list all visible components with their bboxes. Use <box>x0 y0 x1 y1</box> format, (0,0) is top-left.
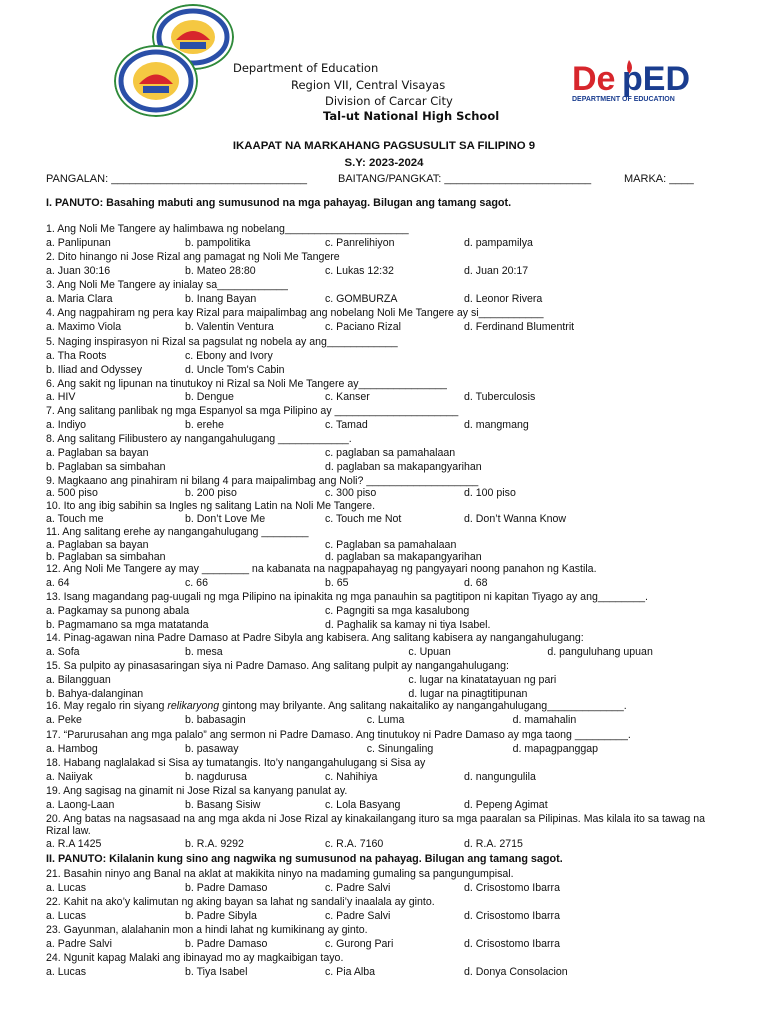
name-field[interactable]: PANGALAN: ________________________________ <box>46 173 307 185</box>
answer-option[interactable]: a. Maria Clara <box>46 293 113 305</box>
answer-option[interactable]: b. Paglaban sa simbahan <box>46 461 166 473</box>
answer-option[interactable]: b. Padre Damaso <box>185 938 268 950</box>
answer-option[interactable]: c. Upuan <box>408 646 451 658</box>
answer-option[interactable]: a. Peke <box>46 714 82 726</box>
answer-option[interactable]: d. paglaban sa makapangyarihan <box>325 461 482 473</box>
question-text: 1. Ang Noli Me Tangere ay halimbawa ng nobelang_____________________ <box>46 223 409 235</box>
answer-option[interactable]: c. Tamad <box>325 419 368 431</box>
answer-option[interactable]: c. paglaban sa pamahalaan <box>325 447 456 459</box>
answer-options-row <box>46 321 726 333</box>
answer-option[interactable]: b. Padre Sibyla <box>185 910 257 922</box>
answer-options-row <box>46 577 726 589</box>
question-text: 12. Ang Noli Me Tangere ay may ________ na kabanata na nagpapahayag ng pangyayari noong panahon ng Kastila. <box>46 563 597 575</box>
answer-options-row <box>46 237 726 249</box>
answer-options-row <box>46 350 726 362</box>
answer-option[interactable]: c. Touch me Not <box>325 513 402 525</box>
answer-option[interactable]: a. Lucas <box>46 882 87 894</box>
answer-option[interactable]: c. 66 <box>185 577 208 589</box>
answer-option[interactable]: d. paglaban sa makapangyarihan <box>325 551 482 563</box>
answer-option[interactable]: d. Leonor Rivera <box>464 293 543 305</box>
answer-option[interactable]: c. Nahihiya <box>325 771 378 783</box>
answer-options-row <box>46 799 726 811</box>
question-text: 8. Ang salitang Filibustero ay nangangahulugang ____________. <box>46 433 352 445</box>
answer-option[interactable]: a. Panlipunan <box>46 237 111 249</box>
question-text: 4. Ang nagpahiram ng pera kay Rizal para maipalimbag ang nobelang Noli Me Tangere ay si___________ <box>46 307 544 319</box>
answer-option[interactable]: d. 100 piso <box>464 487 516 499</box>
question-text: 19. Ang sagisag na ginamit ni Jose Rizal sa kanyang panulat ay. <box>46 785 348 797</box>
answer-options-row <box>46 882 726 894</box>
section-two-instructions: II. PANUTO: Kilalanin kung sino ang nagwika ng sumusunod na pahayag. Bilugan ang tamang sagot. <box>46 853 563 865</box>
answer-option[interactable]: c. Paglaban sa pamahalaan <box>325 539 457 551</box>
answer-option[interactable]: c. Sinungaling <box>366 743 434 755</box>
answer-option[interactable]: b. mesa <box>185 646 223 658</box>
answer-option[interactable]: d. Don’t Wanna Know <box>464 513 567 525</box>
answer-option[interactable]: b. Iliad and Odyssey <box>46 364 142 376</box>
deped-logo-icon <box>570 56 710 106</box>
division-line: Division of Carcar City <box>325 94 453 108</box>
question-text: 17. “Parurusahan ang mga palalo” ang sermon ni Padre Damaso. Ang tinutukoy ni Padre Damaso ay mga taong _________. <box>46 729 631 741</box>
answer-options-row <box>46 447 726 459</box>
department-line: Department of Education <box>233 61 379 75</box>
answer-option[interactable]: d. Donya Consolacion <box>464 966 568 978</box>
answer-option[interactable]: b. Basang Sisiw <box>185 799 261 811</box>
question-text: 13. Isang magandang pag-uugali ng mga Pilipino na ipinakita ng mga panauhin sa pagtitipon ni kapitan Tiyago ay ang________. <box>46 591 648 603</box>
question-text-part: gintong may brilyante. Ang salitang nakaitaliko ay nangangahulugang_____________. <box>219 700 627 712</box>
answer-options-row <box>46 938 726 950</box>
document-header <box>0 0 768 130</box>
score-field[interactable]: MARKA: ____ <box>624 173 694 185</box>
svg-text:De: De <box>572 60 616 98</box>
answer-options-row <box>46 391 726 403</box>
answer-options-row <box>46 551 726 563</box>
answer-option[interactable]: c. Kanser <box>325 391 370 403</box>
answer-option[interactable]: b. nagdurusa <box>185 771 247 783</box>
answer-options-row <box>46 714 726 726</box>
school-year: S.Y: 2023-2024 <box>344 157 424 169</box>
question-text: 20. Ang batas na nagsasaad na ang mga akda ni Jose Rizal ay kinakailangang ituro sa mga paaralan sa Pilipinas. Mas kilala ito sa tawag na Rizal law. <box>46 813 705 837</box>
answer-option[interactable]: b. pasaway <box>185 743 239 755</box>
answer-option[interactable]: d. panguluhang upuan <box>547 646 653 658</box>
answer-options-row <box>46 513 726 525</box>
answer-options-row <box>46 771 726 783</box>
answer-option[interactable]: b. Paglaban sa simbahan <box>46 551 166 563</box>
answer-option[interactable]: d. Crisostomo Ibarra <box>464 938 560 950</box>
question-text <box>46 700 726 712</box>
answer-option[interactable]: d. Paghalik sa kamay ni tiya Isabel. <box>325 619 491 631</box>
answer-option[interactable]: c. Pia Alba <box>325 966 376 978</box>
answer-option[interactable]: a. Lucas <box>46 910 87 922</box>
question-text: 2. Dito hinango ni Jose Rizal ang pamagat ng Noli Me Tangere <box>46 251 340 263</box>
answer-option[interactable]: a. Tha Roots <box>46 350 107 362</box>
answer-option[interactable]: a. Sofa <box>46 646 80 658</box>
answer-options-row <box>46 265 726 277</box>
answer-option[interactable]: a. 500 piso <box>46 487 98 499</box>
question-text-part: 16. May regalo rin siyang <box>46 700 168 712</box>
answer-option[interactable]: c. Paciano Rizal <box>325 321 401 333</box>
answer-option[interactable]: b. Valentin Ventura <box>185 321 274 333</box>
answer-option[interactable]: c. Padre Salvi <box>325 882 391 894</box>
exam-title: IKAAPAT NA MARKAHANG PAGSUSULIT SA FILIPINO 9 <box>232 140 536 152</box>
answer-option[interactable]: d. R.A. 2715 <box>464 838 523 850</box>
answer-option[interactable]: b. erehe <box>185 419 224 431</box>
division-seal-icon <box>114 45 198 117</box>
question-text: 9. Magkaano ang pinahiram ni bilang 4 para maipalimbag ang Noli? ___________________ <box>46 475 479 487</box>
answer-option[interactable]: a. HIV <box>46 391 76 403</box>
answer-option[interactable]: d. Juan 20:17 <box>464 265 529 277</box>
answer-option[interactable]: d. lugar na pinagtitipunan <box>408 688 528 700</box>
answer-option[interactable]: c. Gurong Pari <box>325 938 394 950</box>
answer-option[interactable]: d. mapagpanggap <box>512 743 599 755</box>
answer-option[interactable]: b. babasagin <box>185 714 246 726</box>
svg-text:pED: pED <box>622 60 690 98</box>
answer-option[interactable]: c. lugar na kinatatayuan ng pari <box>408 674 557 686</box>
question-text: 5. Naging inspirasyon ni Rizal sa pagsulat ng nobela ay ang____________ <box>46 336 398 348</box>
answer-option[interactable]: b. Don’t Love Me <box>185 513 266 525</box>
question-text: 18. Habang naglalakad si Sisa ay tumatangis. Ito’y nangangahulugang si Sisa ay <box>46 757 426 769</box>
answer-option[interactable]: a. Paglaban sa bayan <box>46 447 149 459</box>
answer-option[interactable]: b. Padre Damaso <box>185 882 268 894</box>
answer-option[interactable]: c. Lukas 12:32 <box>325 265 394 277</box>
answer-options-row <box>46 688 726 700</box>
answer-option[interactable]: a. Maximo Viola <box>46 321 122 333</box>
question-text: 22. Kahit na ako’y kalimutan ng aking bayan sa lahat ng sandali’y inaalala ay ginto. <box>46 896 435 908</box>
answer-option[interactable]: d. Tuberculosis <box>464 391 536 403</box>
answer-option[interactable]: b. Tiya Isabel <box>185 966 248 978</box>
answer-option[interactable]: b. Inang Bayan <box>185 293 257 305</box>
grade-section-field[interactable]: BAITANG/PANGKAT: ________________________ <box>338 173 592 185</box>
answer-option[interactable]: d. Pepeng Agimat <box>464 799 548 811</box>
answer-option[interactable]: c. Ebony and Ivory <box>185 350 273 362</box>
answer-option[interactable]: c. 300 piso <box>325 487 377 499</box>
question-text: 23. Gayunman, alalahanin mon a hindi lahat ng kumikinang ay ginto. <box>46 924 368 936</box>
answer-option[interactable]: d. pampamilya <box>464 237 533 249</box>
answer-option[interactable]: d. mamahalin <box>512 714 577 726</box>
answer-option[interactable]: b. 200 piso <box>185 487 237 499</box>
answer-options-row <box>46 743 726 755</box>
answer-option[interactable]: c. Pagngiti sa mga kasalubong <box>325 605 470 617</box>
answer-options-row <box>46 674 726 686</box>
question-text: 6. Ang sakit ng lipunan na tinutukoy ni Rizal sa Noli Me Tangere ay_______________ <box>46 378 447 390</box>
answer-option[interactable]: b. pampolitika <box>185 237 251 249</box>
question-text: 24. Ngunit kapag Malaki ang ibinayad mo ay magkaibigan tayo. <box>46 952 344 964</box>
answer-option[interactable]: c. Panrelihiyon <box>325 237 395 249</box>
answer-option[interactable]: c. R.A. 7160 <box>325 838 384 850</box>
answer-option[interactable]: a. R.A 1425 <box>46 838 102 850</box>
answer-option[interactable]: a. Lucas <box>46 966 87 978</box>
answer-option[interactable]: c. GOMBURZA <box>325 293 398 305</box>
answer-options-row <box>46 539 726 551</box>
answer-options-row <box>46 966 726 978</box>
svg-text:DEPARTMENT OF EDUCATION: DEPARTMENT OF EDUCATION <box>572 96 675 103</box>
question-text: 7. Ang salitang panlibak ng mga Espanyol sa mga Pilipino ay _____________________ <box>46 405 459 417</box>
answer-option[interactable]: b. Bahya-dalanginan <box>46 688 144 700</box>
answer-option[interactable]: d. Crisostomo Ibarra <box>464 910 560 922</box>
answer-options-row <box>46 619 726 631</box>
section-one-instructions: I. PANUTO: Basahing mabuti ang sumusunod na mga pahayag. Bilugan ang tamang sagot. <box>46 197 512 209</box>
answer-options-row <box>46 605 726 617</box>
answer-options-row <box>46 487 726 499</box>
answer-option[interactable]: d. mangmang <box>464 419 529 431</box>
answer-option[interactable]: a. Padre Salvi <box>46 938 112 950</box>
answer-options-row <box>46 419 726 431</box>
answer-option[interactable]: a. Indiyo <box>46 419 87 431</box>
answer-option[interactable]: a. Juan 30:16 <box>46 265 111 277</box>
answer-option[interactable]: b. Mateo 28:80 <box>185 265 256 277</box>
answer-option[interactable]: d. Crisostomo Ibarra <box>464 882 560 894</box>
question-italic-word: relikaryong <box>167 700 220 712</box>
question-text: 15. Sa pulpito ay pinasasaringan siya ni Padre Damaso. Ang salitang pulpit ay nangangahulugang: <box>46 660 509 672</box>
question-text: 14. Pinag-agawan nina Padre Damaso at Padre Sibyla ang kabisera. Ang salitang kabisera ay nangangahulugang: <box>46 632 584 644</box>
answer-option[interactable]: c. Lola Basyang <box>325 799 401 811</box>
answer-option[interactable]: a. Naiiyak <box>46 771 93 783</box>
answer-option[interactable]: b. Pagmamano sa mga matatanda <box>46 619 209 631</box>
answer-option[interactable]: d. Uncle Tom's Cabin <box>185 364 285 376</box>
answer-option[interactable]: a. Hambog <box>46 743 98 755</box>
answer-options-row <box>46 838 726 850</box>
answer-option[interactable]: d. Ferdinand Blumentrit <box>464 321 575 333</box>
answer-options-row <box>46 293 726 305</box>
answer-options-row <box>46 461 726 473</box>
answer-option[interactable]: a. Pagkamay sa punong abala <box>46 605 190 617</box>
answer-option[interactable]: c. Luma <box>366 714 405 726</box>
question-text: 21. Basahin ninyo ang Banal na aklat at makikita ninyo na madaming gumaling sa pangungumpisal. <box>46 868 514 880</box>
answer-option[interactable]: a. Bilangguan <box>46 674 111 686</box>
answer-option[interactable]: a. Paglaban sa bayan <box>46 539 149 551</box>
answer-options-row <box>46 364 726 376</box>
answer-option[interactable]: b. 65 <box>325 577 349 589</box>
answer-options-row <box>46 646 726 658</box>
answer-option[interactable]: d. 68 <box>464 577 488 589</box>
school-name: Tal-ut National High School <box>323 109 500 123</box>
region-line: Region VII, Central Visayas <box>291 78 446 92</box>
answer-option[interactable]: a. 64 <box>46 577 70 589</box>
question-text: 10. Ito ang ibig sabihin sa Ingles ng salitang Latin na Noli Me Tangere. <box>46 500 376 512</box>
question-text: 3. Ang Noli Me Tangere ay inialay sa____________ <box>46 279 288 291</box>
answer-option[interactable]: b. R.A. 9292 <box>185 838 244 850</box>
answer-option[interactable]: d. nangungulila <box>464 771 536 783</box>
answer-option[interactable]: b. Dengue <box>185 391 234 403</box>
answer-option[interactable]: a. Touch me <box>46 513 104 525</box>
question-text: 11. Ang salitang erehe ay nangangahulugang ________ <box>46 526 309 538</box>
answer-option[interactable]: c. Padre Salvi <box>325 910 391 922</box>
answer-options-row <box>46 910 726 922</box>
answer-option[interactable]: a. Laong-Laan <box>46 799 115 811</box>
